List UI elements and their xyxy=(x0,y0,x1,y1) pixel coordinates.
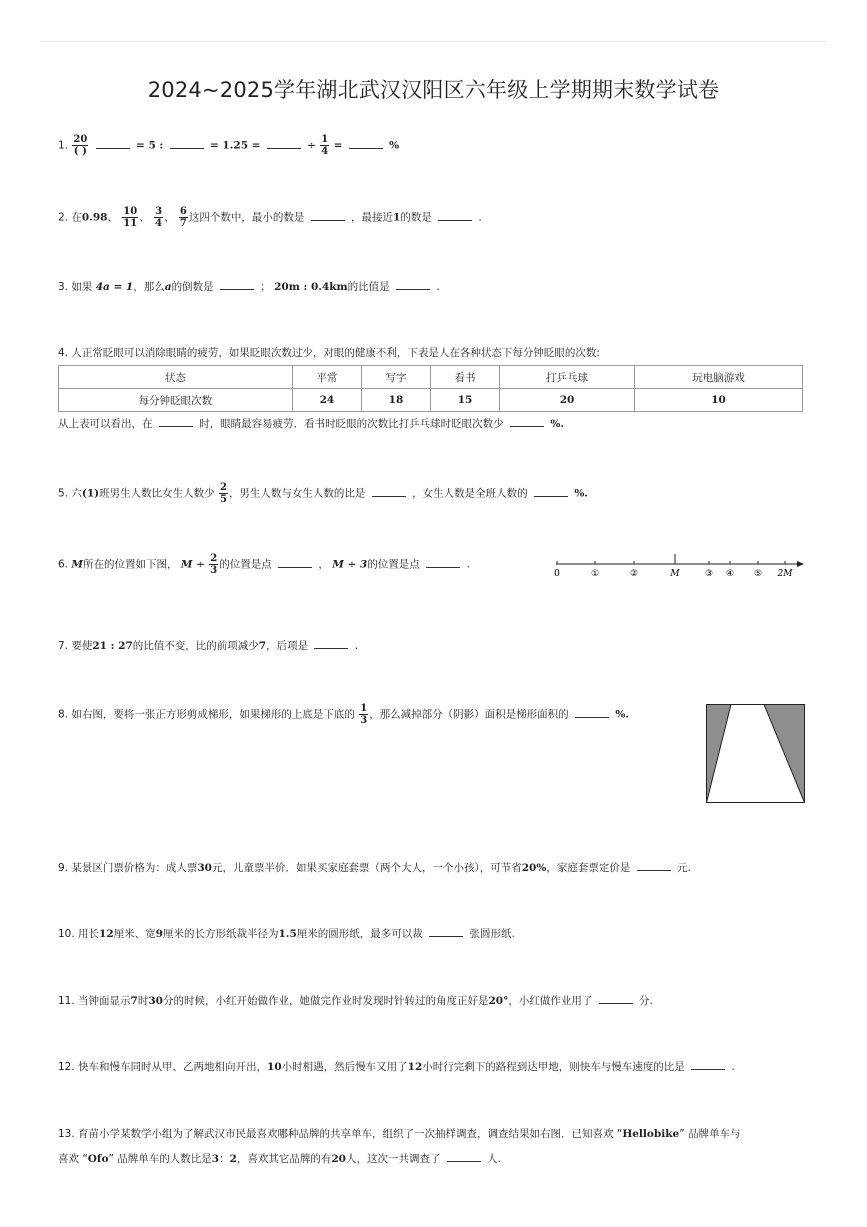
table-cell: 24 xyxy=(292,389,361,412)
axis-label: ⑤ xyxy=(753,569,763,579)
table-header: 写字 xyxy=(361,366,430,389)
table-header: 玩电脑游戏 xyxy=(635,366,803,389)
answer-blank[interactable] xyxy=(429,927,463,937)
answer-blank[interactable] xyxy=(278,558,312,568)
axis-label: ② xyxy=(629,569,639,579)
question-11: 11. 当钟面显示7时30分的时候，小红开始做作业，她做完作业时发现时针转过的角度正好是20°，小红做作业用了 分. xyxy=(58,995,653,1007)
question-2: 2. 在0.98、 $\frac{10}{11}$ 、 $\frac{3}{4}$ 、 $\frac{6}{7}$ 这四个数中，最小的数是 ，最接近1的数是 . xyxy=(58,206,482,229)
answer-blank[interactable] xyxy=(396,280,430,290)
question-1: 1. $\frac{20}{( )}$ = 5 : = 1.25 = ÷ $\frac{1}{4}$ = % xyxy=(58,134,400,157)
table-header: 打乒乓球 xyxy=(500,366,635,389)
answer-blank[interactable] xyxy=(438,211,472,221)
question-7: 7. 要使21 : 27的比值不变，比的前项减少7，后项是 . xyxy=(58,640,359,652)
answer-blank[interactable] xyxy=(510,417,544,427)
answer-blank[interactable] xyxy=(534,487,568,497)
table-row xyxy=(59,366,803,389)
answer-blank[interactable] xyxy=(311,211,345,221)
table-header: 看书 xyxy=(430,366,499,389)
question-4: 4. 人正常眨眼可以消除眼睛的疲劳，如果眨眼次数过少，对眼的健康不利，下表是人在各种状态下每分钟眨眼的次数: xyxy=(58,347,600,359)
table-cell: 10 xyxy=(635,389,803,412)
fraction: $\frac{2}{3}$ xyxy=(210,553,218,576)
question-8: 8. 如右图，要将一张正方形剪成梯形，如果梯形的上底是下底的 $\frac{1}{3}$ ，那么减掉部分（阴影）面积是梯形面积的 %. xyxy=(58,703,630,726)
answer-blank[interactable] xyxy=(96,139,130,149)
table-header: 平常 xyxy=(292,366,361,389)
table-cell: 18 xyxy=(361,389,430,412)
question-13-line-2: 喜欢 “Ofo” 品牌单车的人数比是3：2，喜欢其它品牌的有20人，这次一共调查了 人. xyxy=(58,1153,502,1165)
table-row xyxy=(59,389,803,412)
question-13: 13. 育苗小学某数学小组为了解武汉市民最喜欢哪种品牌的共享单车，组织了一次抽样调查，调查结果如右图．已知喜欢 “Hellobike” 品牌单车与 xyxy=(58,1128,741,1140)
fraction: $\frac{2}{5}$ xyxy=(219,482,227,505)
fraction: $\frac{20}{( )}$ xyxy=(73,134,88,157)
fraction: $\frac{1}{3}$ xyxy=(360,703,368,726)
axis-label: 2M xyxy=(777,569,793,579)
answer-blank[interactable] xyxy=(170,139,204,149)
table-header: 状态 xyxy=(59,366,293,389)
answer-blank[interactable] xyxy=(447,1152,481,1162)
fraction: $\frac{3}{4}$ xyxy=(155,206,163,229)
answer-blank[interactable] xyxy=(575,708,609,718)
fraction: $\frac{1}{4}$ xyxy=(321,134,329,157)
table-cell: 15 xyxy=(430,389,499,412)
answer-blank[interactable] xyxy=(267,139,301,149)
question-10: 10. 用长12厘米、宽9厘米的长方形纸裁半径为1.5厘米的圆形纸，最多可以裁 张圆形纸. xyxy=(58,928,515,940)
answer-blank[interactable] xyxy=(599,994,633,1004)
table-cell: 20 xyxy=(500,389,635,412)
question-12: 12. 快车和慢车同时从甲、乙两地相向开出，10小时相遇，然后慢车又用了12小时行完剩下的路程到达甲地，则快车与慢车速度的比是 . xyxy=(58,1061,735,1073)
answer-blank[interactable] xyxy=(372,487,406,497)
axis-label: ① xyxy=(590,569,600,579)
header-rule xyxy=(40,41,827,42)
axis-label: ④ xyxy=(725,569,735,579)
blink-table xyxy=(58,365,803,412)
answer-blank[interactable] xyxy=(220,280,254,290)
axis-label: ③ xyxy=(704,569,714,579)
answer-blank[interactable] xyxy=(637,861,671,871)
question-3: 3. 如果 4a = 1，那么a的倒数是 ； 20m : 0.4km的比值是 . xyxy=(58,281,440,293)
answer-blank[interactable] xyxy=(426,558,460,568)
fraction: $\frac{6}{7}$ xyxy=(179,206,187,229)
square-trapezoid-figure xyxy=(706,704,806,804)
question-4-followup: 从上表可以看出，在 时，眼睛最容易疲劳．看书时眨眼的次数比打乒乓球时眨眼次数少 %. xyxy=(58,418,565,430)
fraction: $\frac{10}{11}$ xyxy=(123,206,138,229)
answer-blank[interactable] xyxy=(314,639,348,649)
question-9: 9. 某景区门票价格为：成人票30元，儿童票半价．如果买家庭套票（两个大人，一个小孩），可节省20%，家庭套票定价是 元. xyxy=(58,862,691,874)
question-6: 6. M所在的位置如下图， M ÷ $\frac{2}{3}$ 的位置是点 ， M ÷ 3的位置是点 . xyxy=(58,553,470,576)
number-line xyxy=(554,556,806,580)
page-title: 2024~2025学年湖北武汉汉阳区六年级上学期期末数学试卷 xyxy=(147,78,720,102)
answer-blank[interactable] xyxy=(691,1060,725,1070)
axis-label: M xyxy=(670,569,680,579)
question-5: 5. 六(1)班男生人数比女生人数少 $\frac{2}{5}$ ，男生人数与女生人数的比是 ，女生人数是全班人数的 %. xyxy=(58,482,588,505)
axis-label: 0 xyxy=(554,569,560,579)
answer-blank[interactable] xyxy=(349,139,383,149)
answer-blank[interactable] xyxy=(159,417,193,427)
table-cell: 每分钟眨眼次数 xyxy=(59,389,293,412)
